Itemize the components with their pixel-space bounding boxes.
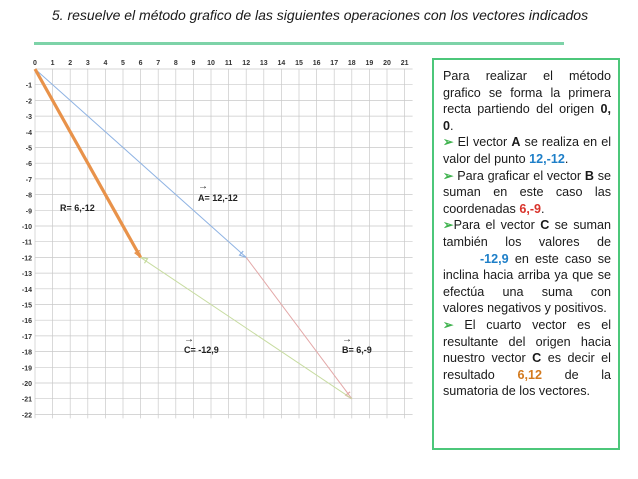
explanation-paragraph-2: ➢ El vector A se realiza en el valor del punto 12,-12. [443,135,612,166]
bullet-arrow-icon: ➢ [443,168,454,183]
page-title: 5. resuelve el método grafico de las siguientes operaciones con los vectores indicados [51,7,589,23]
x-tick-label: 18 [347,60,356,67]
vector-r-label: R= 6,-12 [60,203,95,213]
y-tick-label: -16 [21,318,32,326]
y-tick-label: -20 [21,381,32,388]
vector-b-label: B= 6,-9 [342,345,372,355]
x-tick-label: 13 [259,60,268,67]
y-tick-label: -21 [21,396,32,404]
bullet-arrow-icon: ➢ [443,135,454,150]
explanation-paragraph-3: ➢ Para graficar el vector B se suman en este caso las coordenadas 6,-9. [443,168,611,216]
y-tick-label: -22 [21,412,32,420]
bullet-arrow-icon: ➢ [443,218,454,233]
y-tick-label: -9 [25,208,32,216]
y-tick-label: -6 [25,161,32,169]
x-tick-label: 17 [330,60,339,67]
title-divider [34,42,564,45]
x-tick-label: 8 [173,60,178,67]
y-tick-label: -3 [25,114,32,122]
y-tick-label: -7 [25,176,32,184]
explanation-box [432,58,620,450]
vector-c-arrow: → [184,334,194,345]
x-tick-label: 15 [295,60,303,67]
bullet-arrow-icon: ➢ [443,317,454,332]
x-tick-label: 5 [121,60,125,67]
y-tick-label: -13 [21,271,32,279]
y-tick-label: -19 [21,365,32,373]
x-tick-label: 6 [138,60,143,67]
vector-a-arrow: → [198,181,208,192]
x-tick-label: 21 [400,60,409,67]
vector-graph [12,55,418,423]
x-tick-label: 3 [85,60,90,67]
vector-c-label: C= -12,9 [184,345,219,355]
x-tick-label: 0 [33,60,37,67]
explanation-paragraph-1: Para realizar el método grafico se forma la primera recta partiendo del origen 0, 0. [443,69,612,133]
y-tick-label: -15 [21,302,32,310]
y-tick-label: -18 [21,349,32,357]
x-tick-label: 16 [312,60,321,67]
y-tick-label: -10 [21,224,32,231]
y-axis-ticks [22,83,32,420]
y-tick-label: -12 [21,255,32,263]
y-tick-label: -14 [21,286,32,294]
explanation-paragraph-5: ➢ El cuarto vector es el resultante del origen hacia nuestro vector C es decir el resultado 6,12 de la sumatoria de los vectores. [443,317,612,399]
x-tick-label: 4 [103,60,108,67]
y-tick-label: -2 [25,98,32,106]
x-tick-label: 14 [277,60,286,67]
x-axis-ticks [33,60,409,67]
vector-a-label: A= 12,-12 [198,193,238,203]
y-tick-label: -1 [25,82,32,90]
x-tick-label: 19 [365,60,374,67]
x-tick-label: 9 [191,60,196,67]
x-tick-label: 7 [156,60,161,67]
y-tick-label: -11 [22,239,32,247]
grid-lines [35,69,413,418]
x-tick-label: 10 [207,60,215,67]
x-tick-label: 2 [68,60,73,67]
x-tick-label: 1 [50,60,55,67]
y-tick-label: -4 [25,129,32,137]
x-tick-label: 20 [383,60,391,67]
explanation-paragraph-4: ➢Para el vector C se suman también los valores de -12,9 en este caso se inclina hacia arriba ya que se efectúa una suma con valores negativos y positivos. [443,218,612,316]
vector-b-arrow: → [342,334,352,345]
y-tick-label: -8 [25,192,32,200]
x-tick-label: 12 [242,60,251,67]
y-tick-label: -5 [25,145,32,153]
y-tick-label: -17 [21,333,32,341]
x-tick-label: 11 [224,60,233,67]
